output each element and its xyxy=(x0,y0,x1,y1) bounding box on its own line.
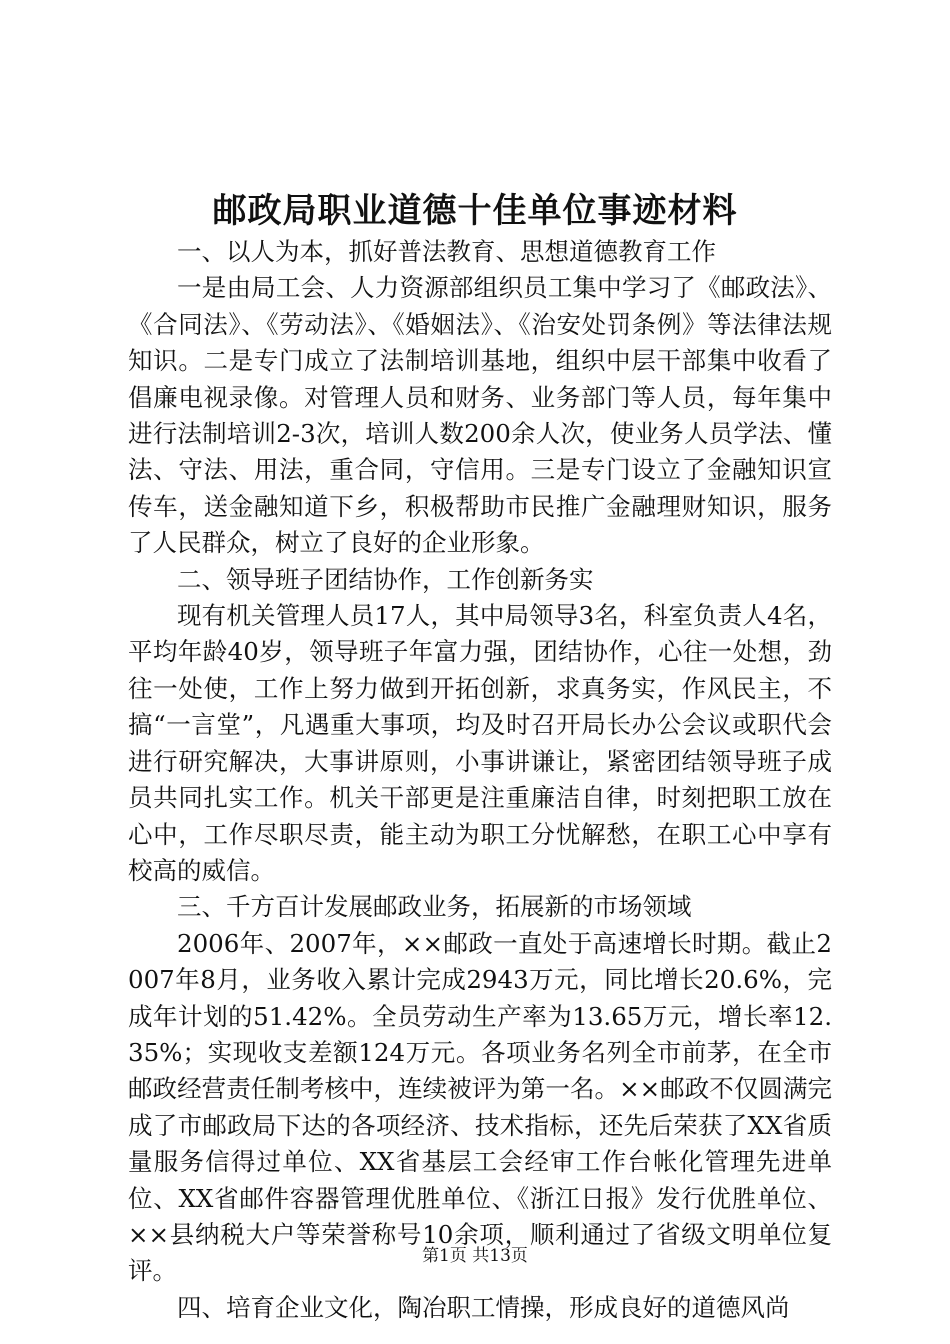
section-heading-3: 三、千方百计发展邮政业务，拓展新的市场领域 xyxy=(177,892,692,922)
document-title: 邮政局职业道德十佳单位事迹材料 xyxy=(212,191,738,231)
section-heading-4: 四、培育企业文化，陶冶职工情操，形成良好的道德风尚 xyxy=(177,1292,790,1322)
document-body xyxy=(128,234,832,1326)
section-paragraph-3: 2006年、2007年，××邮政一直处于高速增长时期。截止2007年8月，业务收入累计完成2943万元，同比增长20.6%，完成年计划的51.42%。全员劳动生产率为13.65万元，增长率12.35%；实现收支差额124万元。各项业务名列全市前茅，在全市邮政经营责任制考核中，连续被评为第一名。××邮政不仅圆满完成了市邮政局下达的各项经济、技术指标，还先后荣获了XX省质量服务信得过单位、XX省基层工会经审工作台帐化管理先进单位、XX省邮件容器管理优胜单位、《浙江日报》发行优胜单位、××县纳税大户等荣誉称号10余项，顺利通过了省级文明单位复评。 xyxy=(128,928,832,1286)
section-paragraph-1: 一是由局工会、人力资源部组织员工集中学习了《邮政法》、《合同法》、《劳动法》、《婚姻法》、《治安处罚条例》等法律法规知识。二是专门成立了法制培训基地，组织中层干部集中收看了倡廉电视录像。对管理人员和财务、业务部门等人员，每年集中进行法制培训2-3次，培训人数200余人次，使业务人员学法、懂法、守法、用法，重合同，守信用。三是专门设立了金融知识宣传车，送金融知道下乡，积极帮助市民推广金融理财知识，服务了人民群众，树立了良好的企业形象。 xyxy=(128,273,832,558)
page-footer: 第1页 共13页 xyxy=(422,1246,528,1266)
section-heading-2: 二、领导班子团结协作，工作创新务实 xyxy=(177,564,594,594)
section-heading-1: 一、以人为本，抓好普法教育、思想道德教育工作 xyxy=(177,237,716,266)
section-paragraph-2: 现有机关管理人员17人，其中局领导3名，科室负责人4名，平均年龄40岁，领导班子年富力强，团结协作，心往一处想，劲往一处使，工作上努力做到开拓创新，求真务实，作风民主，不搞“一言堂”，凡遇重大事项，均及时召开局长办公会议或职代会进行研究解决，大事讲原则，小事讲谦让，紧密团结领导班子成员共同扎实工作。机关干部更是注重廉洁自律，时刻把职工放在心中，工作尽职尽责，能主动为职工分忧解愁，在职工心中享有校高的威信。 xyxy=(128,601,832,885)
